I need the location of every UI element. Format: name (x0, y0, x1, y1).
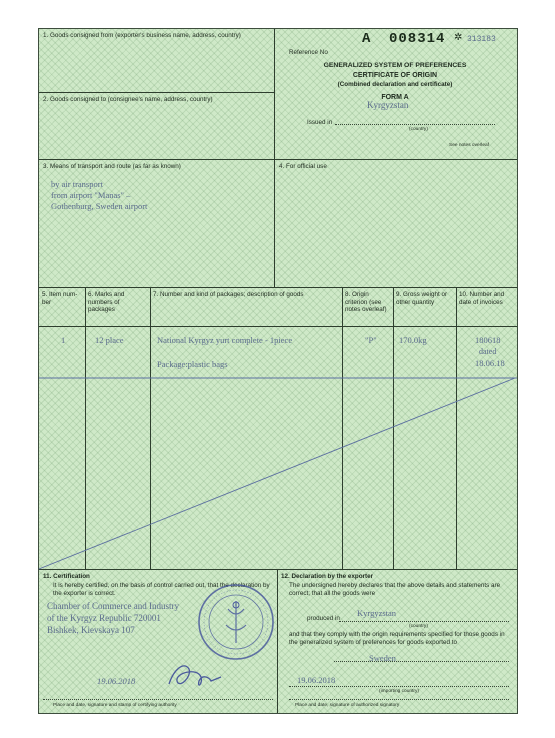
item-number[interactable]: 1 (61, 335, 66, 345)
box2-label: 2. Goods consigned to (consignee's name, address, country) (43, 96, 213, 103)
serial-letter: A (362, 31, 371, 47)
produced-in-value[interactable]: Kyrgyzstan (357, 608, 397, 618)
reference-no: Reference No (289, 49, 328, 56)
invoice-date[interactable]: 18.06.18 (475, 358, 505, 368)
description-line-2[interactable]: Package:plastic bags (157, 359, 228, 369)
gross-weight[interactable]: 170.0kg (399, 335, 427, 345)
marks-value[interactable]: 12 place (95, 335, 124, 345)
declaration-date[interactable]: 19.06.2018 (297, 675, 336, 685)
see-notes: See notes overleaf (449, 143, 490, 148)
box12-text: The undersigned hereby declares that the above details and statements are correct; that all the goods were (289, 582, 501, 597)
box4-label: 4. For official use (279, 163, 327, 170)
produced-in-line (339, 621, 509, 622)
header-item-number: 5. Item num-ber (42, 291, 78, 306)
box1-label: 1. Goods consigned from (exporter's business name, address, country) (43, 32, 241, 39)
exported-to-value[interactable]: Sweden (369, 653, 396, 663)
box12-label: 12. Declaration by the exporter (281, 573, 374, 580)
header-origin: 8. Origin criterion (see notes overleaf) (345, 291, 387, 313)
emblem-icon: ✲ (454, 32, 463, 43)
declaration-sign-line (289, 686, 509, 687)
produced-in-label: produced in (307, 615, 340, 622)
certification-date[interactable]: 19.06.2018 (97, 676, 136, 686)
box12-comply-text: and that they comply with the origin requirements specified for those goods in the generalized system of preferences for goods exported to (289, 631, 505, 646)
transport-line-3[interactable]: Gothenburg, Sweden airport (51, 201, 148, 211)
certificate-sheet (38, 28, 518, 714)
box11-label: 11. Certification (43, 573, 90, 580)
certifier-signature (39, 29, 517, 713)
box11-sign-line (43, 699, 273, 700)
stamp-line-2: of the Kyrgyz Republic 720001 (47, 613, 161, 623)
issued-in-value[interactable]: Kyrgyzstan (367, 100, 409, 110)
box11-footer: Place and date, signature and stamp of certifying authority (53, 703, 177, 708)
form-label: FORM A (381, 94, 409, 101)
invoice-dated: dated (479, 347, 497, 356)
transport-line-1[interactable]: by air transport (51, 179, 103, 189)
stamp-number: 313183 (467, 35, 496, 44)
importing-caption: (importing country) (379, 689, 419, 694)
cert-subtitle: (Combined declaration and certificate) (337, 81, 453, 88)
header-marks: 6. Marks and numbers of packages (88, 291, 125, 313)
stamp-line-1: Chamber of Commerce and Industry (47, 601, 179, 611)
origin-criterion[interactable]: "P" (365, 335, 377, 345)
description-line-1[interactable]: National Kyrgyz yurt complete - 1piece (157, 335, 293, 345)
stamp-line-3: Bishkek, Kievskaya 107 (47, 625, 135, 635)
box3-label: 3. Means of transport and route (as far as known) (43, 163, 181, 170)
exported-to-line (334, 661, 509, 662)
transport-line-2[interactable]: from airport "Manas" – (51, 190, 131, 200)
invoice-number[interactable]: 180618 (475, 335, 501, 345)
box11-text: It is hereby certified, on the basis of control carried out, that the declaration by the exporter is correct. (53, 582, 270, 597)
header-weight: 9. Gross weight or other quantity (396, 291, 448, 306)
header-description: 7. Number and kind of packages; description of goods (153, 291, 304, 298)
issued-in-label: Issued in (307, 119, 333, 126)
serial-number: 008314 (389, 31, 446, 47)
box12-footer-line (289, 699, 509, 700)
gsp-title: GENERALIZED SYSTEM OF PREFERENCES (323, 62, 467, 69)
box12-country-caption: (country) (409, 624, 428, 629)
cert-title: CERTIFICATE OF ORIGIN (352, 72, 438, 79)
country-caption: (country) (409, 127, 428, 132)
header-invoices: 10. Number and date of invoices (459, 291, 505, 306)
box12-footer: Place and date, signature of authorized signatory (295, 703, 400, 708)
